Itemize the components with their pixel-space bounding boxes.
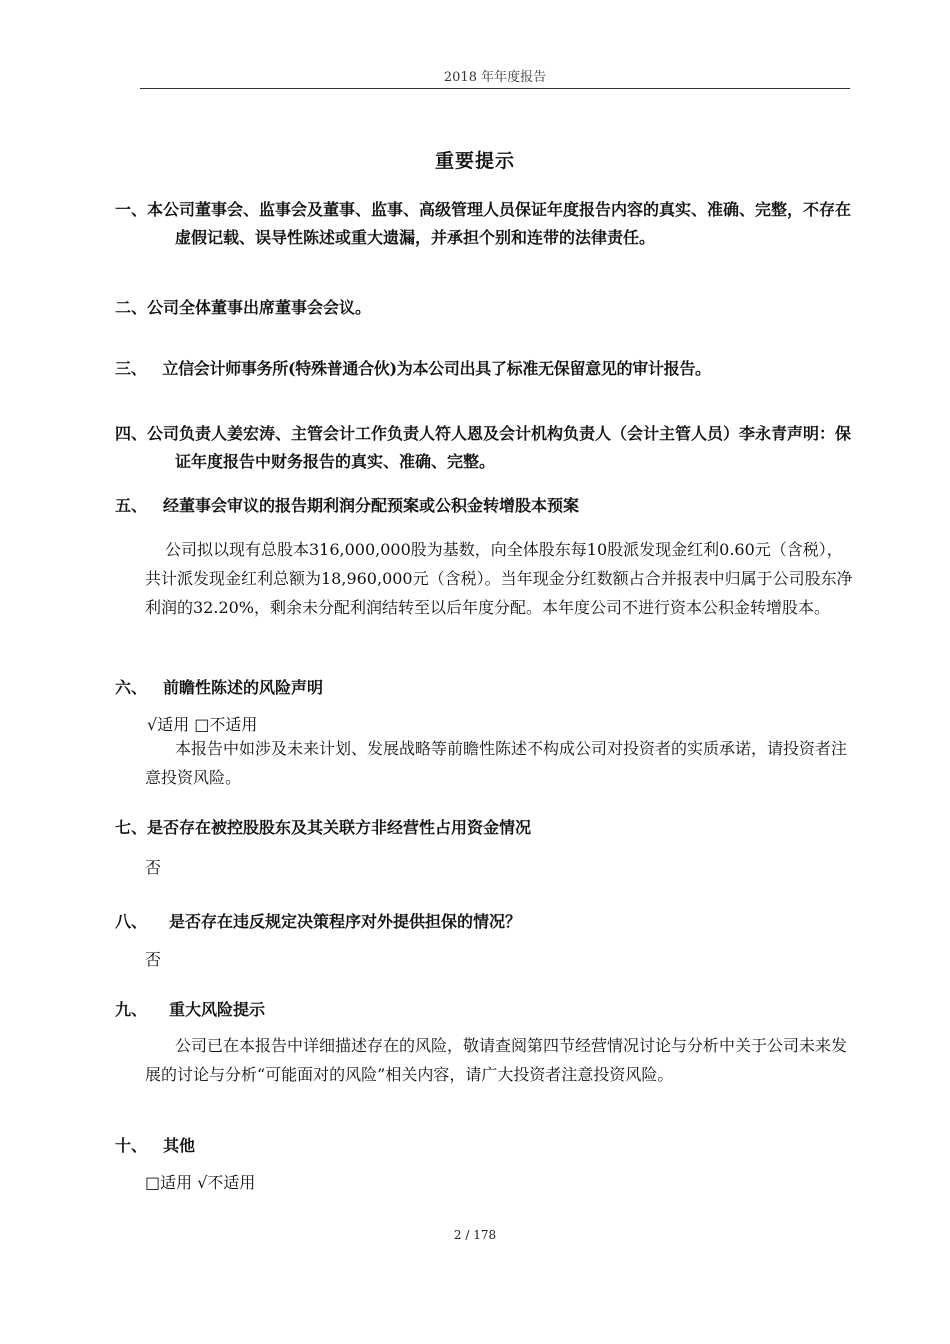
section-2: [115, 294, 855, 322]
section-7-heading: [115, 814, 855, 842]
section-4-number: 四、: [115, 424, 148, 443]
section-5-text: 经董事会审议的报告期利润分配预案或公积金转增股本预案: [163, 496, 580, 515]
header-rule: [140, 88, 850, 89]
section-3-number: 三、: [115, 359, 147, 378]
section-6-heading: [115, 674, 855, 702]
section-1-number: 一、: [115, 200, 148, 219]
section-2-number: 二、: [115, 298, 148, 317]
section-8-answer: 否: [145, 950, 162, 969]
section-7-text: 是否存在被控股股东及其关联方非经营性占用资金情况: [147, 818, 532, 837]
section-4-text: 公司负责人姜宏涛、主管会计工作负责人符人恩及会计机构负责人（会计主管人员）李永青声明：保证年度报告中财务报告的真实、准确、完整。: [147, 424, 852, 471]
section-6-text: 前瞻性陈述的风险声明: [163, 678, 324, 697]
section-1-text: 本公司董事会、监事会及董事、监事、高级管理人员保证年度报告内容的真实、准确、完整，不存在虚假记载、误导性陈述或重大遗漏，并承担个别和连带的法律责任。: [147, 200, 852, 247]
section-5-heading: [115, 492, 855, 520]
section-6-options: √适用 □不适用: [147, 715, 258, 734]
page-title: 重要提示: [434, 150, 515, 172]
section-7-answer: 否: [145, 858, 162, 877]
page-number: 2 / 178: [453, 1228, 497, 1242]
section-6-body: 本报告中如涉及未来计划、发展战略等前瞻性陈述不构成公司对投资者的实质承诺，请投资者注意投资风险。: [145, 739, 848, 787]
section-10-options: □适用 √不适用: [145, 1173, 256, 1192]
section-7-number: 七、: [115, 818, 148, 837]
section-5-body: 公司拟以现有总股本316,000,000股为基数，向全体股东每10股派发现金红利0.60元（含税），共计派发现金红利总额为18,960,000元（含税）。当年现金分红数额占合并报表中归属于公司股东净利润的32.20%，剩余未分配利润结转至以后年度分配。本年度公司不进行资本公积金转增股本。: [145, 540, 853, 617]
section-3-text: 立信会计师事务所(特殊普通合伙)为本公司出具了标准无保留意见的审计报告。: [162, 359, 711, 378]
section-1: [115, 196, 855, 252]
section-2-text: 公司全体董事出席董事会会议。: [147, 298, 372, 317]
section-9-body: 公司已在本报告中详细描述存在的风险，敬请查阅第四节经营情况讨论与分析中关于公司未来发展的讨论与分析“可能面对的风险”相关内容，请广大投资者注意投资风险。: [145, 1036, 848, 1084]
section-10-text: 其他: [163, 1136, 196, 1155]
running-header: 2018 年年度报告: [443, 70, 547, 85]
section-3: [115, 355, 865, 383]
section-8-number: 八、: [115, 912, 148, 931]
section-9-number: 九、: [115, 1000, 148, 1019]
section-8-text: 是否存在违反规定决策程序对外提供担保的情况？: [169, 912, 522, 931]
section-6-number: 六、: [115, 678, 148, 697]
section-4: [115, 420, 855, 476]
section-9-heading: [115, 996, 855, 1024]
section-8-heading: [115, 908, 855, 936]
section-10-heading: [115, 1132, 855, 1160]
section-10-number: 十、: [115, 1136, 148, 1155]
section-5-number: 五、: [115, 496, 148, 515]
section-9-text: 重大风险提示: [169, 1000, 266, 1019]
